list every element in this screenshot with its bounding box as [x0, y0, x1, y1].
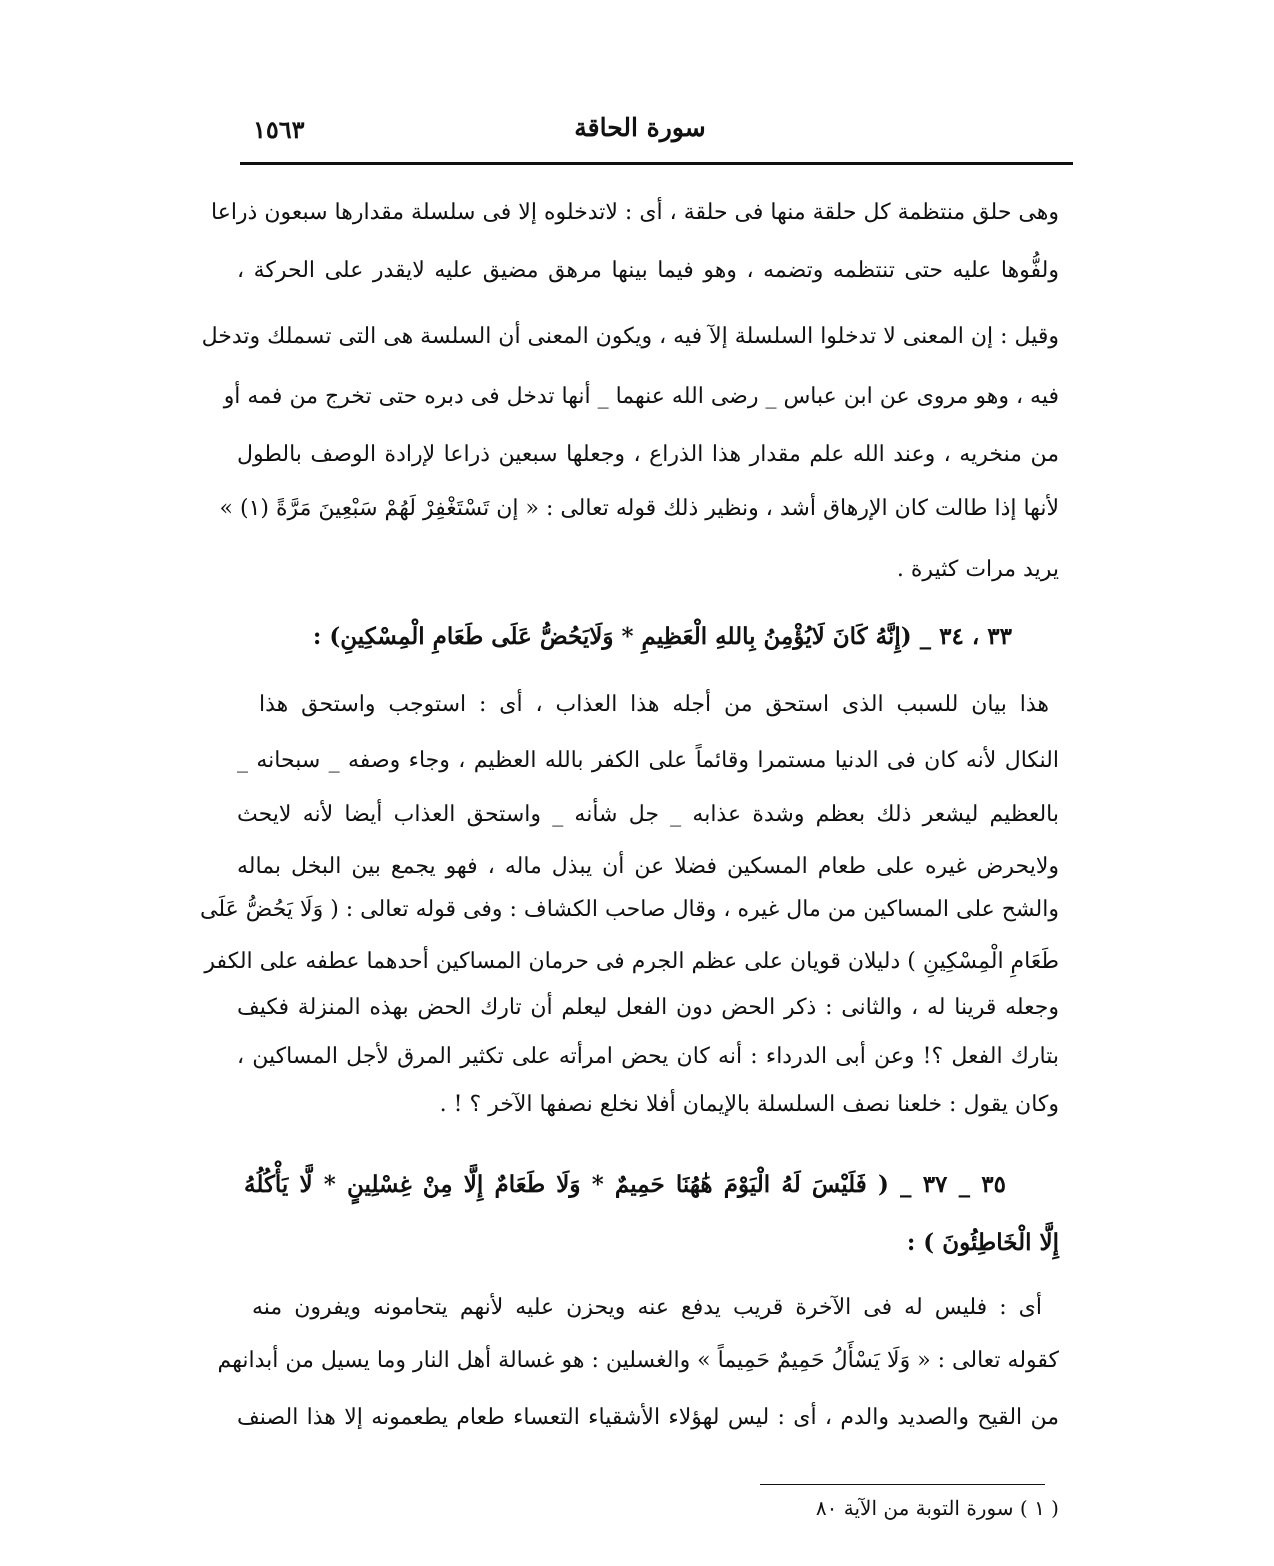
text-line: النكال لأنه كان فى الدنيا مستمرا وقائماً على الكفر بالله العظيم ، وجاء وصفه _ سبحانه _: [237, 748, 1059, 773]
text-line: وهى حلق منتظمة كل حلقة منها فى حلقة ، أى : لاتدخلوه إلا فى سلسلة مقدارها سبعون ذراعا: [210, 200, 1059, 225]
text-line: والشح على المساكين من مال غيره ، وقال صاحب الكشاف : وفى قوله تعالى : ( وَلَا يَحُضُّ عَلَى: [200, 897, 1059, 922]
surah-title: سورة الحاقة: [574, 113, 706, 142]
verse-heading: إِلَّا الْخَاطِئُونَ ) :: [906, 1229, 1059, 1256]
verse-heading: ٣٣ ، ٣٤ _ (إِنَّهُ كَانَ لَايُؤْمِنُ بِاللهِ الْعَظِيمِ * وَلَايَحُضُّ عَلَى طَعَامِ الْمِسْكِينِ) :: [312, 623, 1012, 650]
footnote: ( ١ ) سورة التوبة من الآية ٨٠: [815, 1496, 1059, 1520]
text-line: يريد مرات كثيرة .: [896, 557, 1059, 582]
page-number: ١٥٦٣: [253, 115, 305, 144]
text-line: فيه ، وهو مروى عن ابن عباس _ رضى الله عنهما _ أنها تدخل فى دبره حتى تخرج من فمه أو: [223, 384, 1059, 409]
text-line: وجعله قرينا له ، والثانى : ذكر الحض دون الفعل ليعلم أن تارك الحض بهذه المنزلة فكيف: [237, 995, 1059, 1020]
text-line: هذا بيان للسبب الذى استحق من أجله هذا العذاب ، أى : استوجب واستحق هذا: [259, 692, 1049, 717]
text-line: ولفُّوها عليه حتى تنتظمه وتضمه ، وهو فيما بينها مرهق مضيق عليه لايقدر على الحركة ،: [237, 258, 1059, 283]
text-line: بالعظيم ليشعر ذلك بعظم وشدة عذابه _ جل شأنه _ واستحق العذاب أيضا لأنه لايحث: [237, 802, 1059, 827]
text-line: من القيح والصديد والدم ، أى : ليس لهؤلاء الأشقياء التعساء طعام يطعمونه إلا هذا الصنف: [237, 1405, 1059, 1430]
text-line: كقوله تعالى : « وَلَا يَسْأَلُ حَمِيمٌ حَمِيماً » والغسلين : هو غسالة أهل النار وما يسيل من أبدانهم: [217, 1348, 1059, 1373]
text-line: وكان يقول : خلعنا نصف السلسلة بالإيمان أفلا نخلع نصفها الآخر ؟ ! .: [439, 1092, 1059, 1117]
text-line: بتارك الفعل ؟! وعن أبى الدرداء : أنه كان يحض امرأته على تكثير المرق لأجل المساكين ،: [237, 1044, 1059, 1069]
text-line: طَعَامِ الْمِسْكِينِ ) دليلان قويان على عظم الجرم فى حرمان المساكين أحدهما عطفه على الكفر: [204, 949, 1059, 974]
verse-heading: ٣٥ _ ٣٧ _ ( فَلَيْسَ لَهُ الْيَوْمَ هَٰهُنَا حَمِيمٌ * وَلَا طَعَامٌ إِلَّا مِنْ غِسْلِينٍ * لَّا يَأْكُلُهُ: [244, 1171, 1006, 1198]
footnote-divider: [760, 1484, 1045, 1485]
text-line: من منخريه ، وعند الله علم مقدار هذا الذراع ، وجعلها سبعين ذراعا لإرادة الوصف بالطول: [237, 442, 1059, 467]
text-line: أى : فليس له فى الآخرة قريب يدفع عنه ويحزن عليه لأنهم يتحامونه ويفرون منه: [252, 1295, 1042, 1320]
header-divider: [240, 162, 1073, 165]
text-line: لأنها إذا طالت كان الإرهاق أشد ، ونظير ذلك قوله تعالى : « إن تَسْتَغْفِرْ لَهُمْ سَبْعِينَ مَرَّةً (١) »: [219, 496, 1059, 521]
text-line: ولايحرض غيره على طعام المسكين فضلا عن أن يبذل ماله ، فهو يجمع بين البخل بماله: [237, 854, 1059, 879]
text-line: وقيل : إن المعنى لا تدخلوا السلسلة إلآ فيه ، ويكون المعنى أن السلسة هى التى تسملك وتدخل: [201, 324, 1059, 349]
